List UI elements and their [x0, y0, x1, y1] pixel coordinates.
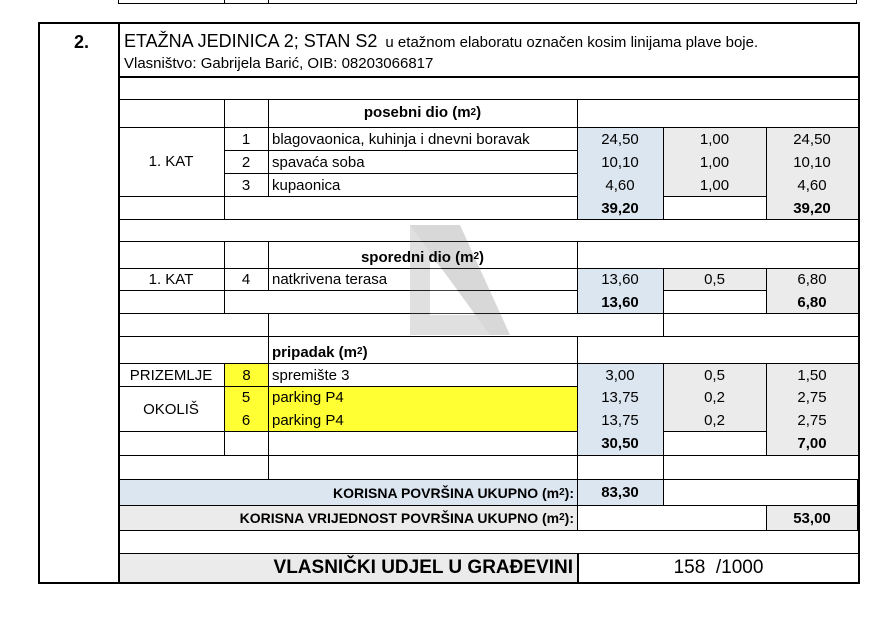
row-number: 6: [241, 411, 251, 429]
sporedni-header-close: ): [479, 248, 485, 266]
sporedni-sum-result: 6,80: [797, 293, 827, 311]
unit-title-text: ETAŽNA JEDINICA 2; STAN S2: [124, 31, 378, 51]
room-coef: 1,00: [699, 176, 730, 194]
pripadak-sum-area: 30,50: [601, 435, 639, 452]
room-result: 2,75: [797, 389, 827, 406]
vrijednost-label-text: KORISNA VRIJEDNOST POVRŠINA UKUPNO (m: [239, 510, 560, 526]
room-coef: 0,2: [704, 411, 725, 429]
room-name: blagovaonica, kuhinja i dnevni boravak: [272, 130, 530, 148]
sporedni-header-text: sporedni dio (m: [360, 248, 474, 266]
row-number: 8: [225, 364, 268, 386]
room-name: natkrivena terasa: [272, 271, 388, 288]
room-name: spavaća soba: [272, 153, 365, 171]
room-area: 24,50: [601, 130, 639, 148]
unit-number: 2.: [74, 32, 90, 52]
room-coef: 1,00: [699, 130, 730, 148]
room-result: 4,60: [797, 176, 827, 194]
room-coef: 0,5: [704, 271, 725, 288]
room-result: 2,75: [797, 411, 827, 429]
sporedni-sum-area: 13,60: [601, 293, 639, 311]
pripadak-floor: PRIZEMLJE: [129, 366, 213, 384]
table-rule: [118, 99, 858, 100]
posebni-header-close: ): [476, 104, 482, 121]
share-value: 158 /1000: [673, 557, 764, 578]
row-number: 2: [241, 153, 251, 171]
row-number: 4: [241, 271, 251, 288]
posebni-sum-result: 39,20: [793, 199, 831, 217]
korisna-label-close: ):: [564, 484, 574, 501]
unit-title-note: u etažnom elaboratu označen kosim linijama plave boje.: [385, 34, 759, 51]
room-name: parking P4: [272, 389, 344, 406]
room-name: parking P4: [272, 411, 344, 429]
row-number: 5: [241, 389, 251, 406]
ownership: Vlasništvo: Gabrijela Barić, OIB: 08203066817: [124, 55, 434, 72]
room-result: 1,50: [797, 366, 827, 384]
room-result: 24,50: [793, 130, 831, 148]
pripadak-header: pripadak (m 2 ): [272, 343, 368, 361]
share-label: VLASNIČKI UDJEL U GRAĐEVINI: [273, 557, 573, 578]
table-rule: [118, 431, 858, 432]
row-number: 1: [241, 130, 251, 148]
room-name: spremište 3: [272, 366, 350, 384]
room-coef: 0,5: [704, 366, 725, 384]
unit-title: [124, 32, 758, 50]
room-area: 10,10: [601, 153, 639, 171]
room-name: kupaonica: [272, 176, 341, 194]
posebni-floor: 1. KAT: [148, 153, 194, 170]
room-coef: 1,00: [699, 153, 730, 171]
table-rule: [118, 196, 858, 197]
pripadak-sum-result: 7,00: [797, 435, 827, 452]
room-area: 13,60: [601, 271, 639, 288]
room-area: 4,60: [605, 176, 635, 194]
posebni-header: posebni dio (m 2 ): [363, 104, 482, 121]
vrijednost-label-close: ):: [564, 510, 574, 526]
vrijednost-label: KORISNA VRIJEDNOST POVRŠINA UKUPNO (m 2 ):: [239, 510, 574, 526]
room-area: 13,75: [601, 411, 639, 429]
room-result: 10,10: [793, 153, 831, 171]
pripadak-floor: OKOLIŠ: [143, 400, 199, 418]
room-area: 3,00: [605, 366, 635, 384]
korisna-label: KORISNA POVRŠINA UKUPNO (m 2 ):: [333, 484, 574, 501]
sporedni-header: sporedni dio (m 2 ): [360, 248, 485, 266]
posebni-sum-area: 39,20: [601, 199, 639, 217]
posebni-header-text: posebni dio (m: [363, 104, 471, 121]
room-result: 6,80: [797, 271, 827, 288]
pripadak-header-close: ): [362, 343, 368, 361]
korisna-value: 83,30: [601, 484, 639, 501]
room-area: 13,75: [601, 389, 639, 406]
table-rule: [663, 313, 664, 336]
korisna-label-text: KORISNA POVRŠINA UKUPNO (m: [333, 484, 560, 501]
row-number: 3: [241, 176, 251, 194]
sporedni-floor: 1. KAT: [148, 271, 194, 288]
table-rule: [118, 455, 858, 456]
table-rule: [268, 313, 269, 479]
vrijednost-value: 53,00: [793, 509, 831, 527]
pripadak-header-text: pripadak (m: [272, 343, 358, 361]
top-border: [118, 3, 857, 4]
room-coef: 0,2: [704, 389, 725, 406]
